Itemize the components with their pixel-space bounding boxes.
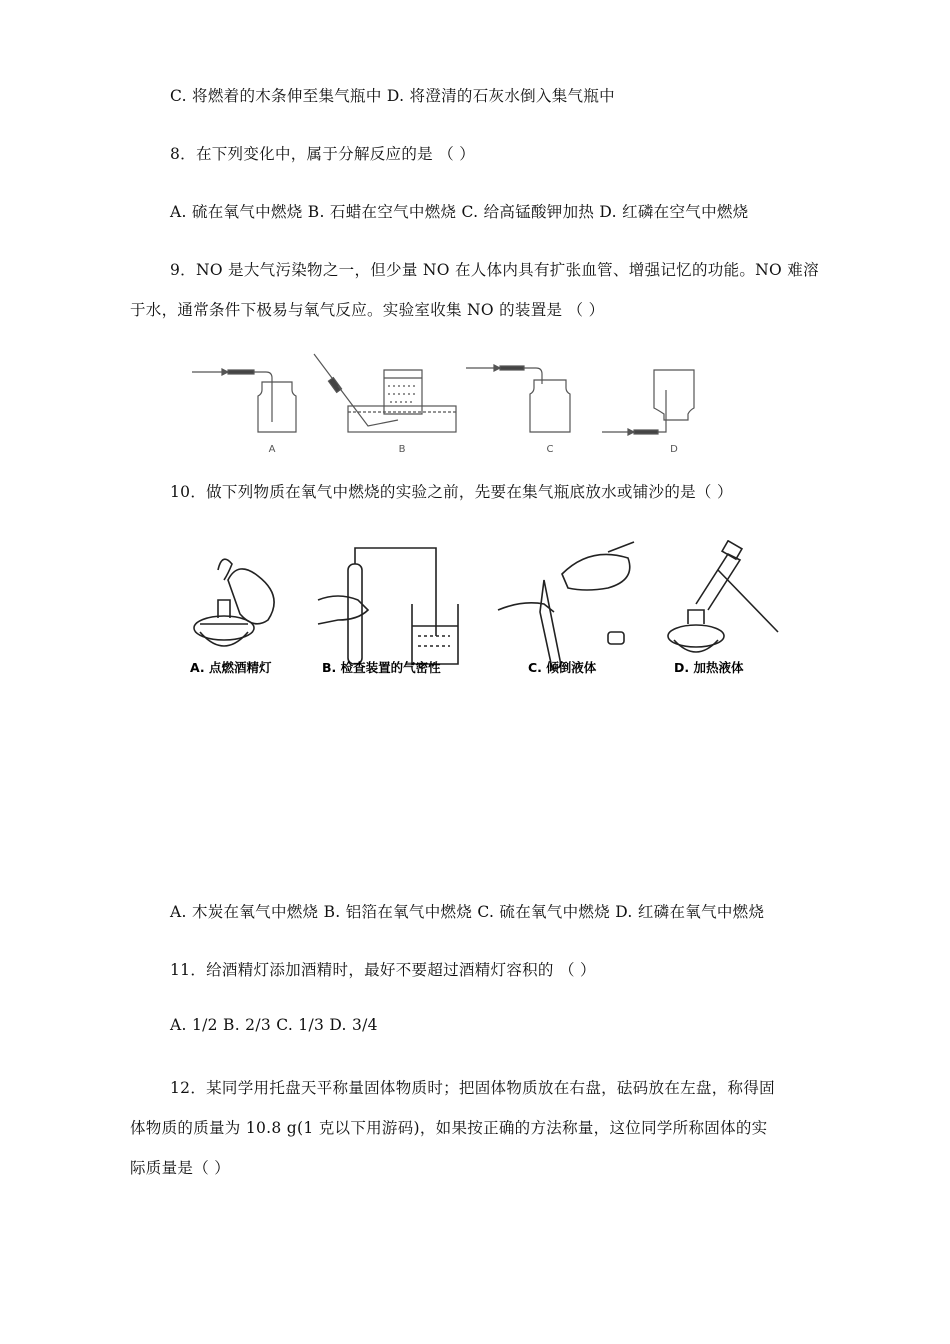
fig1-label-d: D [670,444,678,455]
op-a-lighting-lamp [194,559,274,646]
question-10-options: A. 木炭在氧气中燃烧 B. 铝箔在氧气中燃烧 C. 硫在氧气中燃烧 D. 红磷在氧气中燃烧 [170,903,765,921]
apparatus-d [602,370,694,435]
op-b-airtightness [318,548,458,664]
op-d-heating-liquid [668,541,778,652]
question-12-stem-line1: 12．某同学用托盘天平称量固体物质时；把固体物质放在右盘，砝码放在左盘，称得固 [170,1079,775,1097]
question-7-options-cd: C. 将燃着的木条伸至集气瓶中 D. 将澄清的石灰水倒入集气瓶中 [170,87,615,105]
question-8-stem: 8．在下列变化中，属于分解反应的是 （ ） [170,145,476,163]
caption-a: A. 点燃酒精灯 [190,660,272,675]
caption-c: C. 倾倒液体 [528,660,597,675]
gas-collection-figure [188,350,728,458]
apparatus-b [314,354,456,432]
question-9-stem-line2: 于水，通常条件下极易与氧气反应。实验室收集 NO 的装置是 （ ） [130,301,605,319]
question-11-options: A. 1/2 B. 2/3 C. 1/3 D. 3/4 [170,1016,378,1034]
question-9-stem-line1: 9．NO 是大气污染物之一，但少量 NO 在人体内具有扩张血管、增强记忆的功能。NO 难溶 [170,261,819,279]
caption-d: D. 加热液体 [674,660,744,675]
lab-operations-figure [188,540,788,680]
fig1-label-a: A [268,444,276,455]
op-c-pouring-liquid [498,542,634,668]
question-12-stem-line2: 体物质的质量为 10.8 g(1 克以下用游码)，如果按正确的方法称量，这位同学所称固体的实 [130,1119,768,1137]
question-12-stem-line3: 际质量是（ ） [130,1159,231,1177]
question-11-stem: 11．给酒精灯添加酒精时，最好不要超过酒精灯容积的 （ ） [170,961,596,979]
fig1-label-c: C [546,444,554,455]
caption-b: B. 检查装置的气密性 [322,660,441,675]
apparatus-c [466,365,570,432]
fig1-label-b: B [398,444,406,455]
question-10-stem: 10．做下列物质在氧气中燃烧的实验之前，先要在集气瓶底放水或铺沙的是（ ） [170,483,733,501]
question-8-options: A. 硫在氧气中燃烧 B. 石蜡在空气中燃烧 C. 给高锰酸钾加热 D. 红磷在空气中燃烧 [170,203,749,221]
apparatus-a [192,369,296,432]
